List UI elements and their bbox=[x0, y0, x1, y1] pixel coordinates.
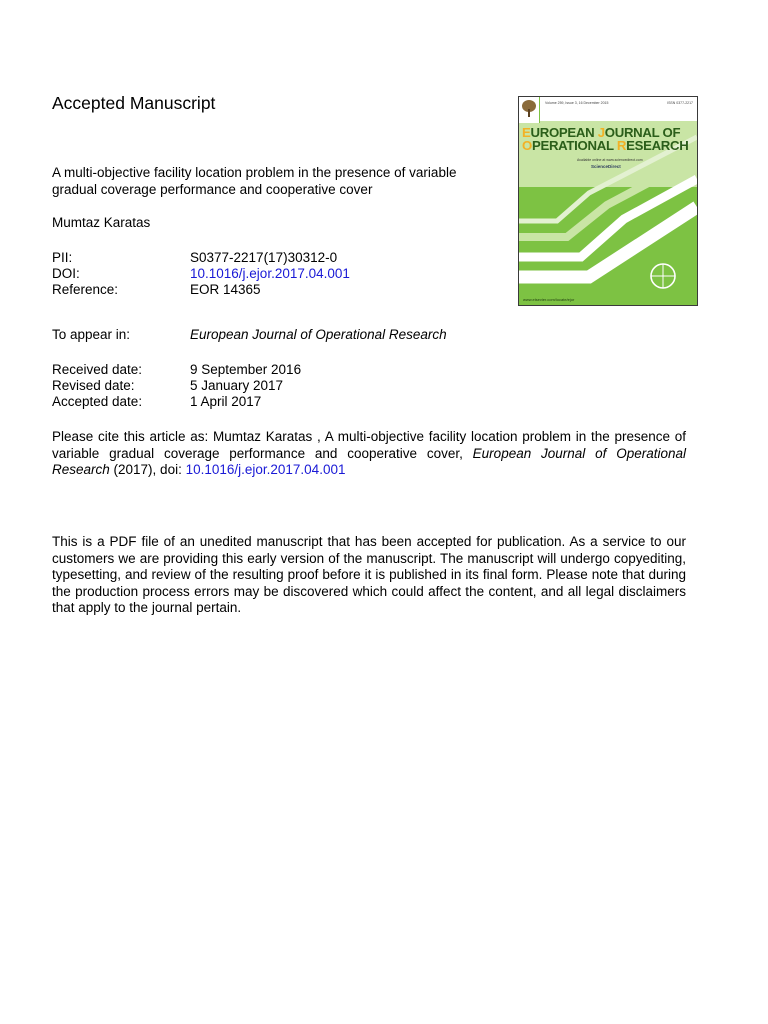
author-name: Mumtaz Karatas bbox=[52, 215, 151, 230]
received-value: 9 September 2016 bbox=[190, 362, 302, 377]
citation-year: (2017), doi: bbox=[109, 462, 186, 477]
citation-paragraph bbox=[52, 429, 686, 479]
citation-prefix: Please cite this article as: Mumtaz Karatas , A multi-objective facility location problem in the presence of variable gradual coverage performance and cooperative cover, bbox=[52, 429, 686, 461]
doi-label: DOI: bbox=[52, 266, 80, 281]
revised-label: Revised date: bbox=[52, 378, 135, 393]
disclaimer-paragraph: This is a PDF file of an unedited manuscript that has been accepted for publication. As a service to our customers we are providing this early version of the manuscript. The manuscript will undergo copyediting, typesetting, and review of the resulting proof before it is published in its final form. Please note that during the production process errors may be discovered which could affect the content, and all legal disclaimers that apply to the journal pertain. bbox=[52, 534, 686, 615]
accepted-value: 1 April 2017 bbox=[190, 394, 262, 409]
pii-value: S0377-2217(17)30312-0 bbox=[190, 250, 338, 265]
cover-issue: Volume 259, Issue 3, 16 December 2015 bbox=[545, 101, 609, 105]
cover-journal-title bbox=[522, 126, 696, 152]
doi-link[interactable]: 10.1016/j.ejor.2017.04.001 bbox=[190, 266, 350, 281]
reference-label: Reference: bbox=[52, 282, 119, 297]
citation-journal: European Journal of Operational Research bbox=[52, 445, 686, 477]
euro-logo-icon bbox=[650, 263, 676, 289]
received-label: Received date: bbox=[52, 362, 143, 377]
citation-doi-link[interactable]: 10.1016/j.ejor.2017.04.001 bbox=[185, 462, 346, 477]
cover-url: www.elsevier.com/locate/ejor bbox=[523, 297, 575, 302]
accepted-label: Accepted date: bbox=[52, 394, 143, 409]
reference-value: EOR 14365 bbox=[190, 282, 261, 297]
cover-issn: ISSN 0377-2217 bbox=[667, 101, 693, 105]
cover-journal-line-1: EUROPEAN JOURNAL OF bbox=[522, 125, 681, 140]
article-title: A multi-objective facility location problem in the presence of variable gradual coverage performance and cooperative cover bbox=[52, 165, 457, 197]
revised-value: 5 January 2017 bbox=[190, 378, 284, 393]
page-heading: Accepted Manuscript bbox=[52, 93, 216, 113]
journal-cover bbox=[518, 96, 698, 306]
elsevier-logo bbox=[519, 97, 540, 123]
appear-label: To appear in: bbox=[52, 327, 131, 342]
pii-label: PII: bbox=[52, 250, 73, 265]
cover-sciencedirect: ScienceDirect bbox=[591, 164, 621, 169]
cover-subtitle: Available online at www.sciencedirect.com bbox=[577, 158, 643, 162]
appear-value: European Journal of Operational Research bbox=[190, 327, 447, 342]
elsevier-tree-icon bbox=[519, 97, 539, 123]
cover-journal-line-2: OPERATIONAL RESEARCH bbox=[522, 138, 689, 153]
